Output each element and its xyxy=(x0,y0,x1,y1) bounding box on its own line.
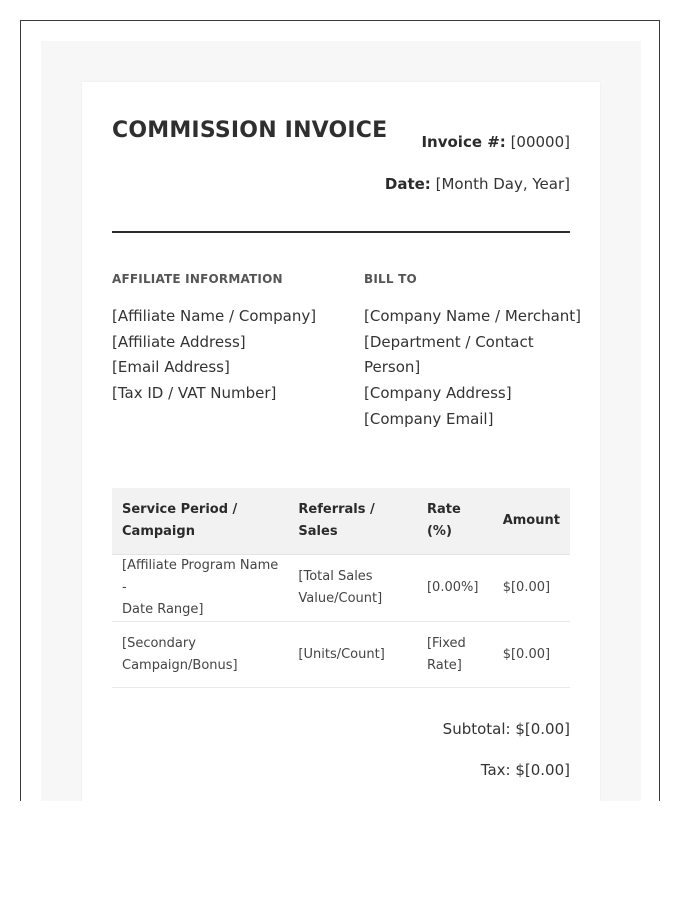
table-header-row xyxy=(112,488,570,555)
affiliate-heading: AFFILIATE INFORMATION xyxy=(112,272,283,286)
column-header-text: Amount xyxy=(502,513,560,528)
column-header-text: Rate xyxy=(426,502,461,517)
cell-text: Value/Count] xyxy=(298,591,383,606)
cell-text: [Affiliate Program Name - xyxy=(122,558,279,595)
affiliate-line: [Tax ID / VAT Number] xyxy=(112,384,277,403)
cell-period xyxy=(112,622,288,688)
column-header-referrals xyxy=(288,488,417,555)
bill-to-line: [Company Email] xyxy=(364,409,494,428)
affiliate-line: [Affiliate Address] xyxy=(112,332,246,351)
affiliate-line: [Affiliate Name / Company] xyxy=(112,307,317,325)
subtotal: Subtotal: $[0.00] xyxy=(442,720,570,738)
cell-text: [0.00%] xyxy=(426,580,479,595)
bill-to-heading: BILL TO xyxy=(364,272,417,286)
document-frame xyxy=(20,20,660,801)
invoice-number-value: [00000] xyxy=(510,133,570,151)
invoice-date-value: [Month Day, Year] xyxy=(435,175,570,193)
column-header-text: Service Period / xyxy=(122,502,238,517)
invoice-date-label: Date: xyxy=(384,175,431,193)
line-items-table xyxy=(112,488,570,688)
affiliate-line: [Email Address] xyxy=(112,358,230,377)
cell-text: [Secondary xyxy=(122,635,196,651)
cell-text: $[0.00] xyxy=(502,646,551,662)
cell-rate xyxy=(417,622,493,688)
bill-to-line: [Department / Contact xyxy=(364,332,534,351)
cell-period xyxy=(112,555,288,622)
cell-text: Rate] xyxy=(426,657,462,673)
header-divider xyxy=(112,231,570,233)
table-row xyxy=(112,555,570,622)
cell-text: Date Range] xyxy=(122,602,204,617)
tax-total: Tax: $[0.00] xyxy=(480,761,570,779)
cell-text: Campaign/Bonus] xyxy=(122,657,238,673)
invoice-sheet xyxy=(82,82,600,801)
cell-referrals xyxy=(288,555,417,622)
cell-referrals xyxy=(288,622,417,688)
cell-text: $[0.00] xyxy=(502,580,551,595)
bill-to-line: Person] xyxy=(364,358,421,377)
invoice-date xyxy=(385,175,570,193)
column-header-period xyxy=(112,488,288,555)
cell-rate xyxy=(417,555,493,622)
table-row xyxy=(112,622,570,688)
bill-to-address-block xyxy=(364,304,582,433)
cell-text: [Total Sales xyxy=(298,569,373,584)
affiliate-address-block xyxy=(112,304,352,407)
invoice-number-label: Invoice #: xyxy=(421,133,506,151)
cell-text: [Units/Count] xyxy=(298,646,385,662)
cell-amount xyxy=(493,555,570,622)
column-header-amount xyxy=(493,488,570,555)
column-header-rate xyxy=(417,488,493,555)
invoice-number xyxy=(421,133,570,151)
column-header-text: (%) xyxy=(426,524,452,539)
column-header-text: Referrals / Sales xyxy=(298,502,375,539)
cell-amount xyxy=(493,622,570,688)
cell-text: [Fixed xyxy=(426,635,466,651)
column-header-text: Campaign xyxy=(122,524,195,539)
invoice-title: COMMISSION INVOICE xyxy=(112,118,388,143)
bill-to-line: [Company Address] xyxy=(364,384,512,403)
bill-to-line: [Company Name / Merchant] xyxy=(364,307,582,325)
